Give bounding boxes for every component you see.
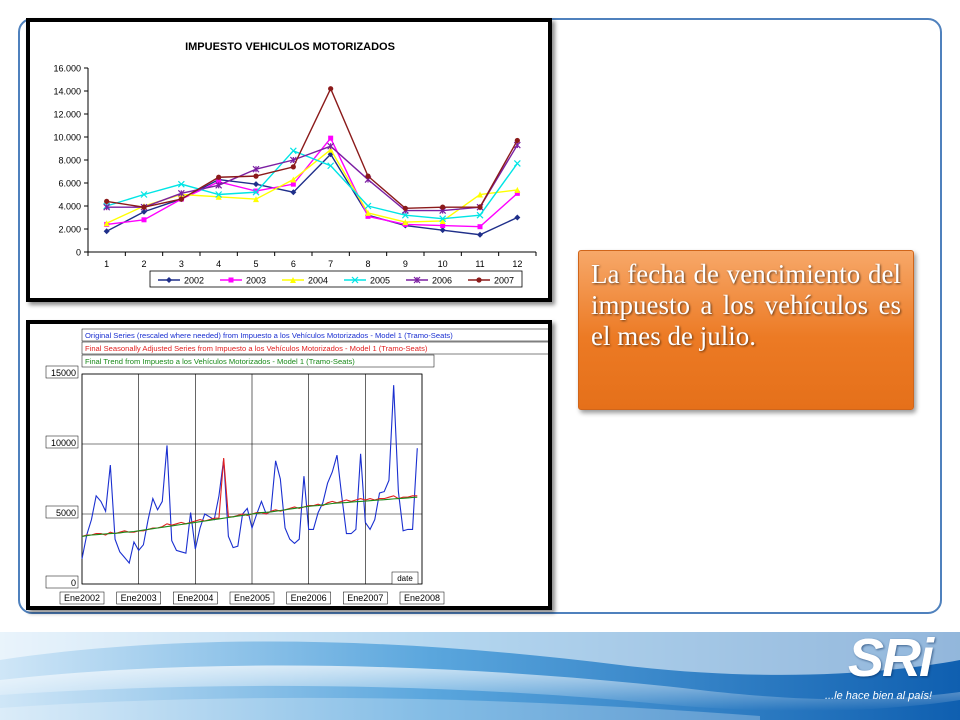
footer-banner (0, 620, 960, 720)
x-tick-label: 3 (178, 259, 184, 269)
legend-label: 2006 (432, 275, 453, 286)
series-line-2003 (107, 138, 518, 227)
x-tick-label: 2 (141, 259, 147, 269)
data-point (515, 138, 520, 143)
legend-item-trend (82, 355, 434, 367)
data-point (253, 174, 258, 179)
y-tick-label: 6.000 (58, 178, 81, 189)
series-2007 (104, 86, 520, 211)
x-tick-label: Ene2005 (233, 593, 271, 603)
x-tick-label: Ene2004 (177, 593, 214, 603)
y-tick-label: 14.000 (53, 86, 81, 97)
data-point (104, 228, 110, 234)
y-tick-label: 10000 (50, 438, 76, 448)
x-tick-label: Ene2008 (403, 593, 441, 603)
legend-label: Original Series (rescaled where needed) from Impuesto a los Vehículos Motorizados - Model 1 (Tramo-Seats) (85, 331, 453, 340)
data-point (328, 163, 334, 169)
x-tick-label: 5 (253, 259, 259, 269)
data-point (478, 224, 483, 229)
callout-text: La fecha de vencimiento del impuesto a los vehículos es el mes de julio. (591, 259, 901, 351)
y-tick-label: 15000 (50, 368, 76, 378)
legend-label: 2003 (246, 275, 267, 286)
series-line-2007 (107, 89, 518, 209)
data-point (403, 206, 408, 211)
x-tick-label: 9 (402, 259, 408, 269)
legend-item-seasonally-adjusted (82, 342, 548, 354)
legend-label: 2002 (184, 275, 205, 286)
data-point (440, 205, 445, 210)
series-2003 (104, 136, 520, 230)
y-tick-label: 5000 (55, 508, 76, 518)
logo-wordmark: SRi (847, 628, 932, 688)
y-tick-label: 0 (70, 578, 76, 588)
x-tick-label: 10 (437, 259, 448, 269)
y-tick-label: 10.000 (53, 132, 81, 143)
data-point (179, 197, 184, 202)
y-tick-label: 8.000 (58, 155, 81, 166)
x-tick-label: 11 (475, 259, 485, 269)
y-tick-label: 0 (75, 247, 81, 258)
time-series-chart (26, 320, 552, 610)
series-line-original (82, 385, 417, 563)
legend-label: 2004 (308, 275, 329, 286)
data-point (477, 205, 482, 210)
x-tick-label: Ene2006 (290, 593, 327, 603)
data-point (141, 205, 146, 210)
legend-marker (476, 277, 481, 282)
x-tick-label: 1 (104, 259, 110, 269)
legend-marker (229, 278, 234, 283)
x-tick-label: 4 (216, 259, 222, 269)
x-tick-label: Ene2002 (63, 593, 101, 603)
data-point (477, 232, 483, 238)
data-point (365, 174, 370, 179)
series-line-2002 (107, 154, 518, 235)
time-series-chart-svg (30, 324, 548, 606)
callout-box (578, 250, 914, 410)
data-point (104, 199, 109, 204)
data-point (142, 217, 147, 222)
data-point (328, 143, 334, 149)
monthly-tax-chart-svg (30, 22, 548, 298)
legend-label: 2007 (494, 275, 515, 286)
data-point (514, 215, 520, 221)
legend-item-original (82, 329, 548, 341)
chart-legend (150, 271, 522, 287)
legend-label: Final Seasonally Adjusted Series from Impuesto a los Vehículos Motorizados - Model 1 (Tramo-Seats) (85, 344, 428, 353)
y-tick-label: 16.000 (53, 63, 81, 74)
footer-wave-graphic (0, 620, 960, 720)
x-tick-label: 12 (512, 259, 523, 269)
data-point (216, 175, 221, 180)
x-tick-label: 7 (328, 259, 334, 269)
y-tick-label: 4.000 (58, 201, 81, 212)
data-point (291, 164, 296, 169)
logo-slogan: ...le hace bien al país! (824, 690, 932, 702)
series-line-2006 (107, 145, 518, 211)
data-point (328, 136, 333, 141)
data-point (290, 148, 296, 154)
chart-title: IMPUESTO VEHICULOS MOTORIZADOS (185, 41, 395, 53)
legend-label: 2005 (370, 275, 391, 286)
sri-logo (825, 628, 932, 702)
y-tick-label: 2.000 (58, 224, 81, 235)
data-point (514, 160, 520, 166)
x-tick-label: 6 (290, 259, 296, 269)
y-tick-label: 12.000 (53, 109, 81, 120)
x-tick-label: Ene2007 (347, 593, 384, 603)
data-point (328, 86, 333, 91)
x-tick-label: 8 (365, 259, 371, 269)
x-tick-label: Ene2003 (120, 593, 157, 603)
legend-label: Final Trend from Impuesto a los Vehículos Motorizados - Model 1 (Tramo-Seats) (85, 357, 355, 366)
monthly-tax-chart (26, 18, 552, 302)
x-axis-label: date (397, 574, 413, 583)
data-point (253, 181, 259, 187)
